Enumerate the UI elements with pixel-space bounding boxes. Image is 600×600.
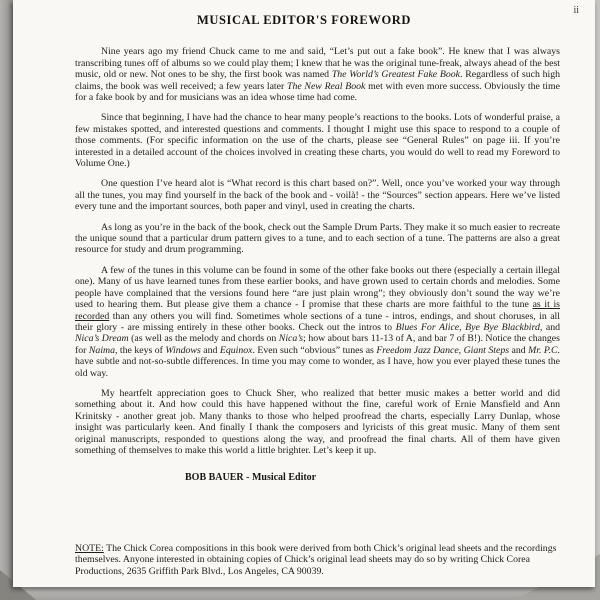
text-run: have subtle and not-so-subtle differences. In time you may come to wonder, as I have, how you ever played these tunes the old way. xyxy=(75,356,560,379)
text-run: Naima xyxy=(88,344,116,356)
text-run: and xyxy=(542,321,561,333)
text-run: Windows xyxy=(165,344,201,356)
text-run: as it is recorded xyxy=(75,299,560,322)
text-run: Nica’s xyxy=(278,333,304,345)
text-run: Since that beginning, I have had the chance to hear many people’s reactions to the books. Lots of wonderful praise, a few mistakes spotted, and interested questions and comments. I thought I might use this space to respond to a couple of those comments. (For specific information on the use of the charts, please see “General Rules” on page iii. If you’re interested in a detailed account of the choices involved in creating these charts, you would do well to read my Foreword to Volume One.) xyxy=(75,112,560,170)
text-run: Mr. P.C. xyxy=(528,344,561,356)
text-run: than any others you will find. Sometimes whole sections of a tune - intros, endings, and shout choruses, in all their glory - are missing entirely in these other books. Check out the intros to xyxy=(75,310,560,333)
text-run: (as well as the melody and chords on xyxy=(128,333,279,345)
text-run: The Chick Corea compositions in this book were derived from both Chick’s original lead sheets and the recordings themselves. Anyone interested in obtaining copies of Chick’s original lead sheets may do so by writing Chick Corea Productions, 2635 Griffith Park Blvd., Los Angeles, CA 90039. xyxy=(75,542,557,577)
scan-bottom-edge-shadow xyxy=(0,588,600,600)
text-run: . Regardless of such high claims, the book was well received; a few years later xyxy=(75,69,561,92)
foreword-paragraph xyxy=(75,178,560,212)
text-run: One question I’ve heard alot is “What record is this chart based on?”. Well, once you’ve worked your way through all the tunes, you may find yourself in the back of the book and - voilà! - the “Sources” section appears. Here we’ve listed every tune and the important sources, both paper and vinyl, used in creating the charts. xyxy=(75,178,560,213)
text-run: and xyxy=(200,344,220,356)
page-number: ii xyxy=(573,5,579,16)
text-run: As long as you’re in the back of the book, check out the Sample Drum Parts. They make it so much easier to recreate the unique sound that a particular drum pattern gives to a tune, and to each section of a tune. The patterns are also a great resource for study and drum programming. xyxy=(75,221,560,256)
foreword-paragraph xyxy=(75,46,560,103)
text-run: Blues For Alice, Bye Bye Blackbird, xyxy=(395,321,543,333)
text-run: A few of the tunes in this volume can be found in some of the other fake books out there (especially a certain illegal one). Many of us have learned tunes from these earlier books, and have grown used to certain chords and melodies. Some people have complained that the versions found here “are just plain wrong”; they obviously don’t sound the way we’re used to hearing them. But please give them a chance - I promise that these charts are more faithful to the tune xyxy=(75,264,560,311)
editor-signature: BOB BAUER - Musical Editor xyxy=(185,472,317,484)
text-run: , the keys of xyxy=(115,344,166,356)
text-run: Nine years ago my friend Chuck came to me and said, “Let’s put out a fake book”. He knew that I was always transcribing tunes off of albums so we could play them; I knew that he was the original tune-freak, always ahead of the best music, old or new. Not ones to be shy, the first book was named xyxy=(75,46,560,81)
text-run: met with even more success. Obviously the time for a fake book by and for musicians was an idea whose time had come. xyxy=(75,80,560,103)
text-run: The World’s Greatest Fake Book xyxy=(331,69,461,81)
foreword-body xyxy=(13,36,595,456)
text-run: NOTE: xyxy=(75,542,104,554)
text-run: Nica’s Dream xyxy=(75,333,129,345)
foreword-paragraph xyxy=(75,388,560,456)
foreword-paragraph xyxy=(75,222,560,256)
scan-left-edge-shadow xyxy=(0,0,14,600)
page-title: MUSICAL EDITOR'S FOREWORD xyxy=(196,13,412,27)
foreword-paragraph xyxy=(75,265,560,379)
text-run: Freedom Jazz Dance, Giant Steps xyxy=(376,344,510,356)
text-run: The New Real Book xyxy=(287,80,366,92)
text-run: . Even such “obvious” tunes as xyxy=(252,344,377,356)
text-run: and xyxy=(509,344,529,356)
chick-corea-note xyxy=(75,543,557,577)
text-run: ; how about bars 11-13 of A, and bar 7 of B!). Notice the changes for xyxy=(75,333,560,356)
text-run: My heartfelt appreciation goes to Chuck Sher, who realized that better music makes a better world and did something about it. And how could this have happened without the fine, careful work of Ernie Mansfield and Ann Krinitsky - another great job. Many thanks to those who helped proofread the charts, especially Larry Dunlap, whose insight was particularly keen. And finally I thank the composers and lyricists of this great music. Many of them sent original manuscripts, responded to questions along the way, and proofread the final charts. All of them have given something of themselves to make this world a little brighter. Let’s keep it up. xyxy=(75,387,560,456)
text-run: Equinox xyxy=(219,344,253,356)
book-page xyxy=(13,0,595,587)
foreword-paragraph xyxy=(75,112,560,169)
